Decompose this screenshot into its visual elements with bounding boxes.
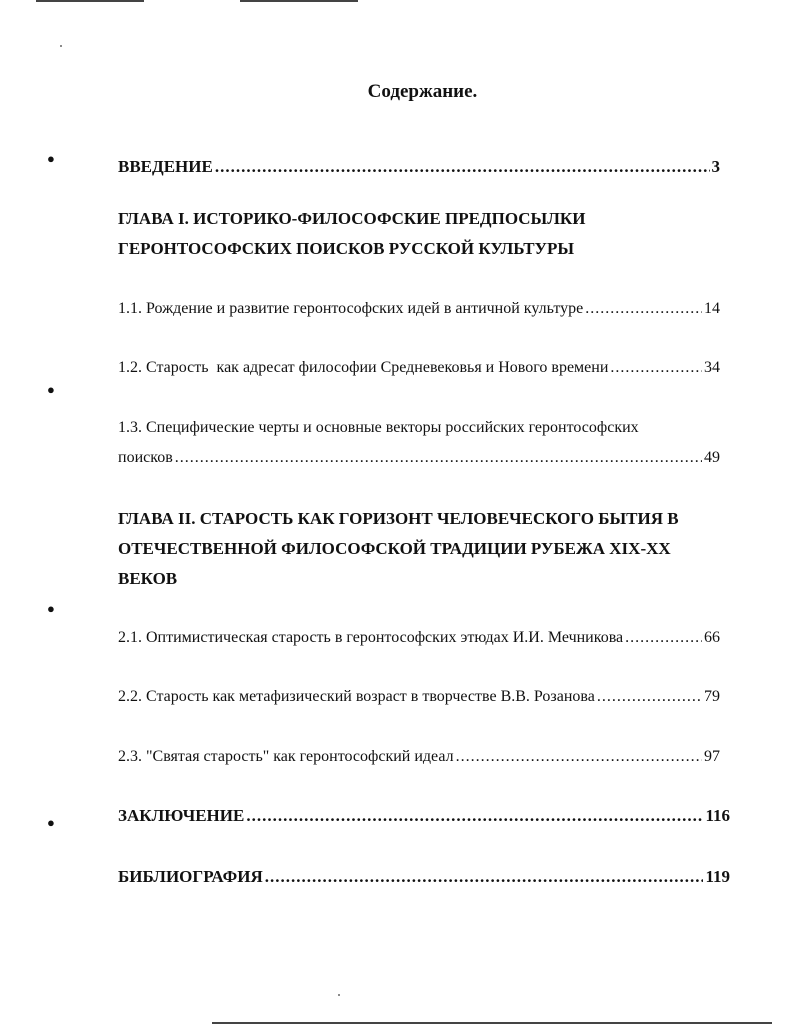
toc-page-number: 66	[704, 629, 720, 646]
toc-entry-bibliography	[118, 862, 730, 892]
toc-section-2-2	[118, 682, 720, 712]
toc-section-1-3	[118, 413, 720, 473]
scan-speck	[338, 994, 340, 996]
toc-page-number: 34	[704, 359, 720, 376]
toc-leader-dots	[215, 152, 710, 182]
scan-edge-top-left	[36, 0, 144, 2]
toc-page-number: 116	[705, 806, 730, 825]
toc-page-number: 79	[704, 688, 720, 705]
toc-page-number: 14	[704, 300, 720, 317]
toc-page-number: 97	[704, 748, 720, 765]
toc-chapter-1-heading	[118, 204, 720, 264]
toc-label: 2.2. Старость как метафизический возраст в творчестве В.В. Розанова	[118, 688, 595, 705]
toc-section-1-1	[118, 294, 720, 324]
toc-leader-dots	[175, 443, 702, 473]
punch-hole-mark-icon: ●	[47, 815, 55, 830]
toc-label: 1.3. Специфические черты и основные векторы российских геронтософских	[118, 419, 639, 436]
toc-page-number: 119	[705, 867, 730, 886]
toc-label: ВВЕДЕНИЕ	[118, 157, 213, 176]
chapter-1-line-2: ГЕРОНТОСОФСКИХ ПОИСКОВ РУССКОЙ КУЛЬТУРЫ	[118, 239, 575, 258]
toc-leader-dots	[585, 294, 702, 324]
scan-edge-top-mid	[240, 0, 358, 2]
toc-leader-dots	[265, 862, 704, 892]
chapter-2-line-1: ГЛАВА II. СТАРОСТЬ КАК ГОРИЗОНТ ЧЕЛОВЕЧЕСКОГО БЫТИЯ В	[118, 509, 679, 528]
toc-label-continued: поисков	[118, 449, 173, 466]
toc-label: 1.1. Рождение и развитие геронтософских идей в античной культуре	[118, 300, 584, 317]
page-title: Содержание.	[367, 81, 478, 102]
toc-leader-dots	[597, 682, 702, 712]
punch-hole-mark-icon: ●	[47, 601, 55, 616]
toc-leader-dots	[610, 353, 702, 383]
punch-hole-mark-icon: ●	[47, 382, 55, 397]
toc-label: ЗАКЛЮЧЕНИЕ	[118, 806, 245, 825]
toc-section-1-2	[118, 353, 720, 383]
toc-entry-conclusion	[118, 801, 730, 831]
toc-leader-dots	[625, 623, 702, 653]
chapter-2-line-2: ОТЕЧЕСТВЕННОЙ ФИЛОСОФСКОЙ ТРАДИЦИИ РУБЕЖА XIX-XX	[118, 539, 671, 558]
toc-label: БИБЛИОГРАФИЯ	[118, 867, 263, 886]
toc-leader-dots	[246, 801, 703, 831]
chapter-1-line-1: ГЛАВА I. ИСТОРИКО-ФИЛОСОФСКИЕ ПРЕДПОСЫЛКИ	[118, 209, 586, 228]
toc-chapter-2-heading	[118, 504, 720, 594]
punch-hole-mark-icon: ●	[47, 151, 55, 166]
toc-leader-dots	[456, 742, 702, 772]
toc-page-number: 49	[704, 449, 720, 466]
toc-label: 2.3. "Святая старость" как геронтософский идеал	[118, 748, 454, 765]
toc-label: 2.1. Оптимистическая старость в геронтософских этюдах И.И. Мечникова	[118, 629, 624, 646]
toc-label: 1.2. Старость как адресат философии Средневековья и Нового времени	[118, 359, 609, 376]
toc-entry-introduction	[118, 152, 720, 182]
scan-edge-bottom	[212, 1022, 772, 1024]
chapter-2-line-3: ВЕКОВ	[118, 569, 178, 588]
toc-section-2-1	[118, 623, 720, 653]
toc-page-number: 3	[711, 157, 720, 176]
scan-speck	[60, 45, 62, 47]
toc-section-2-3	[118, 742, 720, 772]
